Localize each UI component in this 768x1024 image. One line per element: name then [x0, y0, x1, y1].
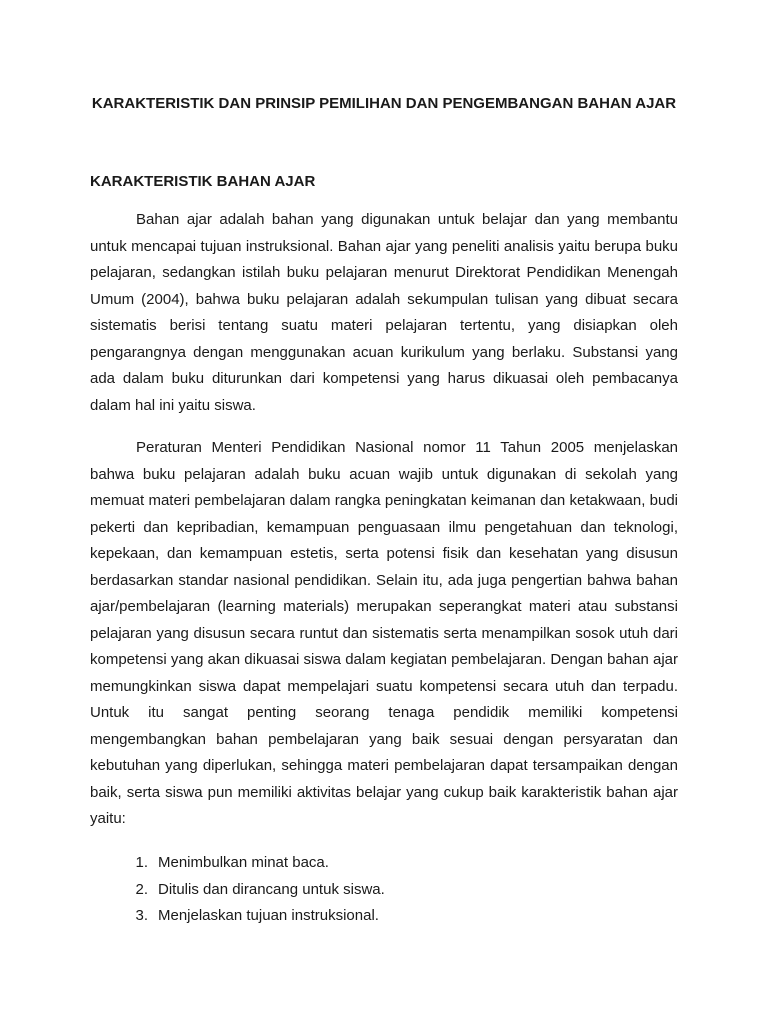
paragraph-1: Bahan ajar adalah bahan yang digunakan untuk belajar dan yang membantu untuk mencapai tujuan instruksional. Bahan ajar yang peneliti analisis yaitu berupa buku pelajaran, sedangkan istilah buku pelajaran menurut Direktorat Pendidikan Menengah Umum (2004), bahwa buku pelajaran adalah sekumpulan tulisan yang dibuat secara sistematis berisi tentang suatu materi pelajaran tertentu, yang disiapkan oleh pengarangnya dengan menggunakan acuan kurikulum yang berlaku. Substansi yang ada dalam buku diturunkan dari kompetensi yang harus dikuasai oleh pembacanya dalam hal ini yaitu siswa.: [90, 211, 678, 414]
list-item-text: Ditulis dan dirancang untuk siswa.: [158, 880, 385, 898]
list-item-text: Menimbulkan minat baca.: [158, 854, 329, 871]
list-item: [90, 850, 650, 877]
list-item: [90, 877, 650, 904]
paragraph-2: Peraturan Menteri Pendidikan Nasional nomor 11 Tahun 2005 menjelaskan bahwa buku pelajaran adalah buku acuan wajib untuk digunakan di sekolah yang memuat materi pembelajaran dalam rangka peningkatan keimanan dan ketakwaan, budi pekerti dan kepribadian, kemampuan penguasaan ilmu pengetahuan dan teknologi, kepekaan, dan kemampuan estetis, serta potensi fisik dan kesehatan yang disusun berdasarkan standar nasional pendidikan. Selain itu, ada juga pengertian bahwa bahan ajar/pembelajaran (learning materials) merupakan seperangkat materi atau substansi pelajaran yang disusun secara runtut dan sistematis serta menampilkan sosok utuh dari kompetensi yang akan dikuasai siswa dalam kegiatan pembelajaran. Dengan bahan ajar memungkinkan siswa dapat mempelajari suatu kompetensi secara utuh dan terpadu. Untuk itu sangat penting seorang tenaga pendidik memiliki kompetensi mengembangkan bahan pembelajaran yang baik sesuai dengan persyaratan dan kebutuhan yang diperlukan, sehingga materi pembelajaran dapat tersampaikan dengan baik, serta siswa pun memiliki aktivitas belajar yang cukup baik karakteristik bahan ajar yaitu:: [90, 439, 678, 827]
list-item-text: Menjelaskan tujuan instruksional.: [158, 907, 379, 924]
list-item-number: 2.: [135, 880, 148, 898]
list-item-number: 3.: [135, 907, 148, 924]
list-item: [90, 903, 650, 930]
characteristics-list: [90, 850, 650, 930]
section-heading: KARAKTERISTIK BAHAN AJAR: [90, 173, 316, 190]
list-item-number: 1.: [135, 854, 148, 871]
document-title: KARAKTERISTIK DAN PRINSIP PEMILIHAN DAN PENGEMBANGAN BAHAN AJAR: [91, 95, 677, 112]
